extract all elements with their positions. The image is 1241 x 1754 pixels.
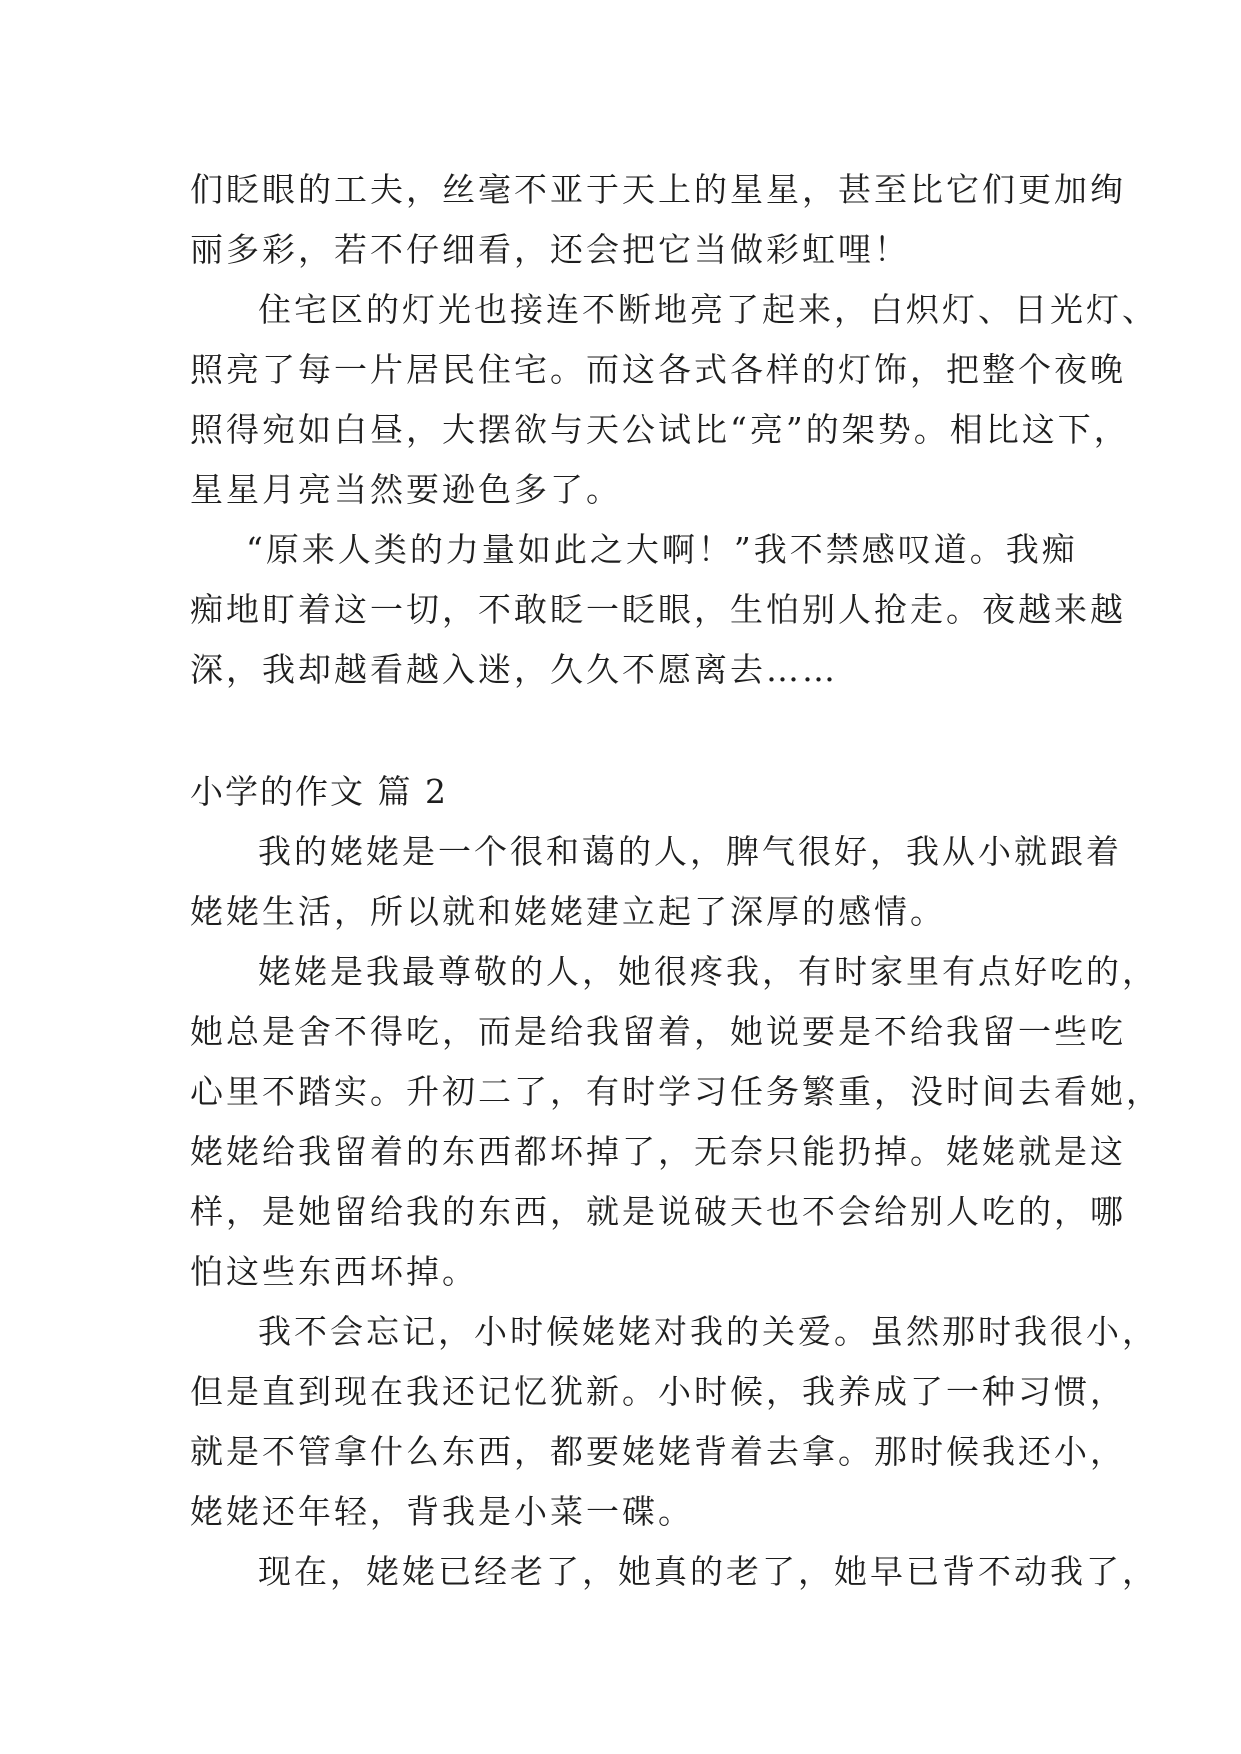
paragraph-line: 现在，姥姥已经老了，她真的老了，她早已背不动我了， — [258, 1552, 1158, 1591]
paragraph-line: 样，是她留给我的东西，就是说破天也不会给别人吃的，哪 — [190, 1192, 1126, 1231]
paragraph-line: 丽多彩，若不仔细看，还会把它当做彩虹哩！ — [190, 230, 910, 269]
section-gap — [190, 700, 1060, 762]
paragraph-line: “原来人类的力量如此之大啊！”我不禁感叹道。我痴 — [246, 530, 1078, 569]
paragraph-line: 姥姥给我留着的东西都坏掉了，无奈只能扔掉。姥姥就是这 — [190, 1132, 1126, 1171]
paragraph-line: 她总是舍不得吃，而是给我留着，她说要是不给我留一些吃 — [190, 1012, 1126, 1051]
paragraph-line: 姥姥是我最尊敬的人，她很疼我，有时家里有点好吃的， — [258, 952, 1158, 991]
paragraph-line: 我的姥姥是一个很和蔼的人，脾气很好，我从小就跟着 — [258, 832, 1122, 871]
paragraph-line: 照得宛如白昼，大摆欲与天公试比“亮”的架势。相比这下， — [190, 410, 1130, 449]
paragraph-line: 住宅区的灯光也接连不断地亮了起来，白炽灯、日光灯、 — [258, 290, 1158, 329]
paragraph-line: 心里不踏实。升初二了，有时学习任务繁重，没时间去看她， — [190, 1072, 1162, 1111]
document-body — [190, 160, 1162, 1602]
paragraph-line: 深，我却越看越入迷，久久不愿离去…… — [190, 650, 838, 689]
paragraph-line: 姥姥还年轻，背我是小菜一碟。 — [190, 1492, 694, 1531]
paragraph-line: 但是直到现在我还记忆犹新。小时候，我养成了一种习惯， — [190, 1372, 1126, 1411]
section-heading: 小学的作文 篇 2 — [190, 772, 448, 811]
paragraph-line: 星星月亮当然要逊色多了。 — [190, 470, 622, 509]
paragraph-line: 姥姥生活，所以就和姥姥建立起了深厚的感情。 — [190, 892, 946, 931]
paragraph-line: 痴地盯着这一切，不敢眨一眨眼，生怕别人抢走。夜越来越 — [190, 590, 1126, 629]
paragraph-line: 们眨眼的工夫，丝毫不亚于天上的星星，甚至比它们更加绚 — [190, 170, 1126, 209]
paragraph-line: 就是不管拿什么东西，都要姥姥背着去拿。那时候我还小， — [190, 1432, 1126, 1471]
paragraph-line: 照亮了每一片居民住宅。而这各式各样的灯饰，把整个夜晚 — [190, 350, 1126, 389]
paragraph-line: 怕这些东西坏掉。 — [190, 1252, 478, 1291]
paragraph-line: 我不会忘记，小时候姥姥对我的关爱。虽然那时我很小， — [258, 1312, 1158, 1351]
